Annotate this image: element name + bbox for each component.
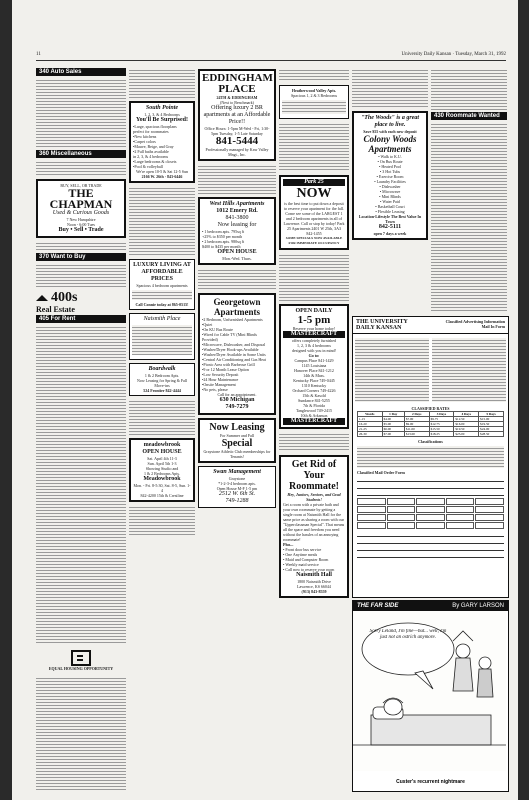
park25-ad (279, 175, 349, 250)
naismith-plus: Plus... (283, 542, 294, 547)
naismith-sub: Hey, Juniors, Seniors, and Grad Students! (287, 492, 341, 502)
south-pointe-headline: You'll Be Surprised! (135, 117, 188, 123)
woods-feature: • Water Paid (380, 199, 400, 204)
meadowbrook-hours: Mon. - Fri. 8-5:30, Sat. 8-5, Sun. 1-4 (133, 483, 191, 493)
south-pointe-feature: •Large bedrooms & closets (133, 159, 177, 164)
order-field-line[interactable] (357, 552, 504, 558)
equal-housing-text: EQUAL HOUSING OPPORTUNITY (48, 666, 114, 671)
far-side-header (353, 601, 508, 611)
open-daily-location: 14th & Mass. (303, 373, 325, 378)
open-daily-locations (283, 358, 345, 418)
far-side-title: THE FAR SIDE (357, 603, 399, 609)
south-pointe-feature: perfect for roommates (133, 129, 169, 134)
rate-cell: $24.00 (479, 427, 504, 432)
west-hills-feature: • 1 bedroom apts. 795sq ft (202, 229, 245, 234)
kansan-deadline-text (432, 338, 506, 402)
west-hills-address: 1012 Emery Rd. (216, 208, 258, 214)
cartoon-illustration (353, 611, 506, 771)
rate-cell: $13.00 (404, 432, 429, 437)
now-leasing-headline: Now Leasing (209, 422, 265, 433)
rate-cell: $16.00 (454, 422, 479, 427)
south-pointe-feature: •Carpet colors (133, 139, 156, 144)
rate-cell: 21-25 (358, 427, 383, 432)
south-pointe-feature: in 2, 3, & 4 bedrooms (133, 154, 168, 159)
woods-name: Colony Woods Apartments (363, 134, 417, 154)
misc-heading: 360 Miscellaneous (36, 150, 126, 158)
rates-title: CLASSIFIED RATES (411, 406, 450, 411)
woods-features (356, 154, 424, 214)
georgetown-feature: •Washer/Dryer Available in Some Units (202, 352, 266, 357)
chapman-buy-sell: BUY, SELL, OR TRADE (60, 183, 102, 188)
boardwalk-sub: Now Leasing for Spring & Fall Move-ins (136, 378, 188, 388)
chapman-slogan: Buy • Sell • Trade (58, 227, 104, 233)
naismith-perk: • Call now to reserve your room (283, 567, 335, 572)
meadowbrook-logo: meadowbrook (143, 442, 181, 448)
open-daily-location: Sundance 841-5255 (298, 398, 330, 403)
naismith-address: 1800 Naismith Drive (297, 579, 331, 584)
park25-logo: Park 25 (283, 179, 345, 186)
naismith-place-ad (129, 313, 195, 360)
rate-cell: $4.00 (382, 417, 404, 422)
west-hills-open-hours: Mon.-Wed. Thurs. (222, 256, 252, 261)
park25-headline: NOW (296, 186, 332, 201)
eddingham-hours: Office Hours: 1-5pm M-Wed - Fri, 1:30-5pm Tuesday, 1-5 Late Saturday (204, 126, 270, 136)
masthead-title: University Daily Kansan (401, 52, 452, 57)
georgetown-feature: •9 or 12 Month Lease Option (202, 367, 249, 372)
equal-housing-logo (36, 648, 126, 673)
real-estate-label: Real Estate (36, 305, 75, 314)
woods-phone: 842-5111 (378, 224, 402, 230)
swan-ad (198, 466, 276, 508)
rate-header: Words (358, 412, 383, 417)
rate-cell: $9.00 (404, 422, 429, 427)
woods-feature: • Basketball Court (375, 204, 405, 209)
boardwalk-name: Boardwalk (148, 366, 176, 372)
chapman-ad (36, 179, 126, 238)
house-icon (36, 295, 48, 301)
eddingham-sub: (Next to Benchmark) (220, 100, 254, 105)
naismith-perk: • Front door bus service (283, 547, 322, 552)
open-daily-goto: Go to: (308, 353, 320, 358)
naismith-place-name: Naismith Place (143, 316, 181, 322)
open-daily-beds: 1, 2, 3 & 4 bedrooms (297, 343, 331, 348)
now-leasing-text: Graystone Athletic Club memberships for Tenants! (203, 449, 271, 459)
mastercraft-logo-bottom: MASTERCRAFT (283, 418, 345, 425)
swan-sub: Graystone (228, 476, 246, 481)
open-daily-designed: designed with you in mind! (292, 348, 336, 353)
meadowbrook-open-house: OPEN HOUSE (142, 449, 182, 455)
issue-date: Tuesday, March 31, 1992 (455, 52, 506, 57)
open-daily-location: 1310 Kentucky (301, 383, 327, 388)
rate-row (358, 432, 504, 437)
south-pointe-rooms: 1, 2, 3, & 4 Bedrooms (144, 112, 180, 117)
meadowbrook-phone: 842-4200 15th & Crestline (140, 493, 184, 498)
georgetown-features (202, 317, 272, 392)
woods-feature: • 3 Hot Tubs (379, 169, 401, 174)
column-6 (431, 66, 507, 314)
south-pointe-feature: •2 Full baths available (133, 149, 169, 154)
chapman-hours: Noon - 6:00 Tues (67, 222, 95, 227)
for-rent-heading: 405 For Rent (36, 315, 126, 323)
woods-feature: • Exercise Room (376, 174, 404, 179)
heatherwood-sub: Spacious 1, 2 & 3 Bedrooms (291, 93, 337, 98)
mastercraft-logo: MASTERCRAFT (283, 331, 345, 338)
want-to-buy-heading: 370 Want to Buy (36, 253, 126, 261)
newspaper-page (12, 0, 518, 800)
rate-cell: $15.00 (479, 417, 504, 422)
naismith-headline: Get Rid of Your Roommate! (289, 459, 339, 492)
col4-listings-3 (279, 253, 349, 301)
park25-body: is the best time to put down a deposit to reserve your apartment for the fall. Come see some of the LARGEST 1 and 2 bedroom apartments in all of Lawrence. Call or stop by today! Park 25 Apartments 2401 W 25th, 3A3 842-1455 (283, 201, 345, 236)
open-daily-location: 1145 Louisiana (301, 363, 327, 368)
georgetown-feature: •No pets, please (202, 387, 228, 392)
open-daily-location: Kentucky Place 749-0445 (293, 378, 335, 383)
rate-cell: $19.50 (454, 427, 479, 432)
south-pointe-ad (129, 101, 195, 183)
woods-feature: • Walk to K.U. (378, 154, 402, 159)
order-field-line[interactable] (357, 476, 504, 482)
georgetown-feature: •24 Hour Maintenance (202, 377, 239, 382)
roommate-listings (431, 122, 507, 312)
georgetown-feature: •Low Security Deposit (202, 372, 239, 377)
georgetown-call: Call for an appointment. (217, 392, 257, 397)
want-to-buy-listings (36, 263, 126, 289)
col2-listings-low (129, 399, 195, 435)
rate-header: 5 Days (479, 412, 504, 417)
woods-headline: "The Woods" is a great place to live. (360, 115, 420, 128)
classifications-list (357, 446, 504, 468)
west-hills-features (202, 229, 272, 249)
eddingham-address: 24TH & EDDINGHAM (216, 95, 258, 100)
far-side-byline: By GARY LARSON (452, 603, 504, 609)
column-1 (36, 66, 126, 790)
meadowbrook-ad (129, 438, 195, 502)
georgetown-feature: •Wired for Cable TV (Mini Blinds Provided) (202, 332, 257, 342)
west-hills-phone: 841-3800 (225, 215, 249, 221)
meadowbrook-line2: Sun. April 5th 1-3 (147, 461, 177, 466)
west-hills-logo: West Hills Apartments (209, 201, 265, 207)
naismith-city: Lawrence, KS 66044 (297, 584, 331, 589)
order-field-line[interactable] (357, 483, 504, 489)
page-header: 11 University Daily Kansan · Tuesday, March 31, 1992 (36, 52, 506, 61)
kansan-mail-form: Mail In Form (481, 324, 505, 329)
naismith-phone: (913) 843-8559 (301, 589, 327, 594)
georgetown-feature: •Central Air Conditioning and Gas Heat (202, 357, 266, 362)
column-5 (352, 66, 428, 314)
eddingham-phone: 841-5444 (215, 135, 259, 147)
rate-cell: $28.50 (479, 432, 504, 437)
luxury-contact: Call Connie today at 865-0515! (135, 302, 189, 307)
woods-feature: • Heated Pool (378, 164, 402, 169)
equal-housing-icon (71, 650, 91, 666)
rates-table (357, 411, 504, 437)
naismith-perks (283, 547, 345, 572)
column-2 (129, 66, 195, 790)
georgetown-feature: •Washer/Dryer Hook-ups Available (202, 347, 259, 352)
georgetown-feature: •Quiet (202, 322, 213, 327)
roommate-wanted-heading: 430 Roommate Wanted (431, 112, 507, 120)
bed (371, 715, 491, 745)
open-daily-ad (279, 304, 349, 429)
woods-feature: • Flexible Leasing (375, 209, 405, 214)
real-estate-number: 400s (51, 290, 78, 305)
now-leasing-special: Special (221, 438, 253, 449)
georgetown-phone: 749-7279 (225, 404, 249, 410)
open-daily-location: 7th & Florida (303, 403, 325, 408)
col4-listings-2 (279, 122, 349, 172)
now-leasing-ad (198, 418, 276, 463)
column-3 (198, 66, 276, 790)
woods-feature: • Mini Blinds (379, 194, 401, 199)
now-leasing-sub: For Summer and Fall (219, 433, 255, 438)
order-field-line[interactable] (357, 490, 504, 496)
west-hills-leasing: Now leasing for (217, 222, 257, 228)
col3-listings-mid (198, 268, 276, 290)
open-daily-location: Campus Place 841-1429 (294, 358, 334, 363)
georgetown-feature: •Microwave, Dishwasher, and Disposal (202, 342, 266, 347)
col2-listings-top (129, 68, 195, 98)
kansan-classified-form (352, 316, 509, 598)
order-field-line[interactable] (357, 538, 504, 544)
georgetown-ad (198, 293, 276, 415)
auto-sales-listings (36, 78, 126, 148)
rate-header: 4 Days (454, 412, 479, 417)
rate-cell: $19.50 (479, 422, 504, 427)
south-pointe-logo: South Pointe (145, 105, 179, 111)
sleeper-head (384, 699, 402, 715)
woods-location: Location-Lifestyle The Best Value In Town (358, 214, 422, 224)
open-daily-offers: offers completely furnished (291, 338, 337, 343)
auto-sales-heading: 340 Auto Sales (36, 68, 126, 76)
rate-cell: $5.00 (382, 422, 404, 427)
classifications-title: Classifications (418, 439, 443, 444)
rate-cell: $23.00 (454, 432, 479, 437)
swan-phone: 749-1288 (225, 498, 249, 504)
rate-header: 1 Day (382, 412, 404, 417)
chapman-listings (36, 241, 126, 251)
word-grid (357, 498, 504, 529)
naismith-name: Naismith Hall (296, 572, 332, 578)
south-pointe-feature: •Pool & volleyball (133, 164, 163, 169)
georgetown-feature: •2 Bedroom, Unfurnished Apartments (202, 317, 263, 322)
naismith-hall-ad (279, 455, 349, 598)
eddingham-footer: Professionally managed by Kaw Valley Mngt., Inc. (205, 147, 269, 157)
south-pointe-hours: We're open 10-5 & Sat 12-5 Sun (136, 169, 188, 174)
open-daily-location: 15th & Kasold (302, 393, 326, 398)
chapman-tagline: Used & Curious Goods (52, 210, 110, 216)
south-pointe-feature: •Mauve, Beige, and Gray (133, 144, 174, 149)
west-hills-ad (198, 197, 276, 265)
order-field-line[interactable] (357, 545, 504, 551)
west-hills-feature: • 2 bedroom apts. 980sq ft (202, 239, 245, 244)
fine-print (36, 676, 126, 790)
column-4 (279, 66, 349, 790)
open-daily-headline: OPEN DAILY (295, 308, 333, 314)
rate-header: 3 Days (429, 412, 454, 417)
real-estate-section-header (36, 292, 126, 303)
meadowbrook-line1: Sat. April 4th 11-3 (147, 456, 177, 461)
georgetown-name: Georgetown Apartments (213, 297, 261, 317)
open-daily-location: 10th & Arkansas (300, 413, 328, 418)
kansan-info-title: Classified Advertising Information (445, 319, 505, 324)
swan-headline: Swan Management (213, 469, 261, 475)
park25-note: SOME SPECIALS NOW AVAILABLE FOR IMMEDIATE OCCUPANCY (285, 236, 343, 245)
rate-cell: $7.00 (404, 417, 429, 422)
colony-woods-ad (352, 111, 428, 240)
meadowbrook-line5: Meadowbrook (143, 476, 181, 482)
rate-cell: $6.00 (382, 427, 404, 432)
south-pointe-features (133, 124, 191, 169)
naismith-perk: • Maid and Computer Room (283, 557, 329, 562)
woods-feature: • Dishwasher (379, 184, 401, 189)
boardwalk-ad (129, 363, 195, 396)
order-form-fields (353, 476, 508, 558)
swan-line1: *1-2-3-4 bedroom apts. (218, 481, 256, 486)
rate-cell: $15.50 (429, 427, 454, 432)
misc-listings (36, 160, 126, 176)
cartoon-caption: Custer's recurrent nightmare (396, 779, 465, 785)
order-field-line[interactable] (357, 531, 504, 537)
swan-line2: Open House M-F 1-5 pm (216, 486, 258, 491)
woods-save: Save $55 with each new deposit (363, 129, 417, 134)
col4-listings-4 (279, 432, 349, 452)
for-rent-listings (36, 325, 126, 645)
south-pointe-feature: •New kitchens (133, 134, 157, 139)
west-hills-feature: $400 to $435 per month (202, 244, 241, 249)
woods-hours: open 7 days a week (373, 231, 407, 236)
rate-cell: 26-30 (358, 432, 383, 437)
speech-bubble-text: Sorry Leland, I'm fine—but... well, I'm just not an ostrich anymore. (369, 629, 447, 640)
luxury-headline: LUXURY LIVING AT AFFORDABLE PRICES (133, 262, 191, 282)
rate-cell: $7.00 (382, 432, 404, 437)
col4-listings-top (279, 68, 349, 82)
naismith-perk: • Weekly maid service (283, 562, 319, 567)
open-daily-sub: Reserve your home today! (292, 326, 336, 331)
rate-cell: $9.75 (429, 417, 454, 422)
meadowbrook-line3: Showing Studio and (145, 466, 179, 471)
col3-listings-top (198, 164, 276, 194)
swan-address: 2512 W. 6th St. (218, 491, 256, 497)
naismith-body: Get a room with a private bath and your own roommate by getting a single room at Naismith Hall for the same price as sharing a room with our "Upperclassman Special". That means all the space and freedom you need without the hassles of an annoying roommate! (283, 502, 345, 542)
georgetown-address: 630 Michigan (219, 397, 255, 403)
rate-cell: 1-15 (358, 417, 383, 422)
luxury-sub: Spacious 4 bedroom apartments (136, 283, 188, 288)
col2-listings-mid (129, 186, 195, 256)
order-form-title: Classified Mail Order Form (357, 470, 405, 475)
page-number: 11 (36, 52, 41, 57)
luxury-ad (129, 259, 195, 310)
south-pointe-phone: 2166 W. 26th · 843-6446 (141, 174, 183, 179)
heatherwood-name: Heatherwood Valley Apts. (291, 88, 337, 93)
woods-feature: • Laundry Facilities (374, 179, 406, 184)
boardwalk-phone: 524 Frontier 842-4444 (143, 388, 181, 393)
south-pointe-feature: •Large, spacious floorplans (133, 124, 177, 129)
heatherwood-ad (279, 85, 349, 119)
meadowbrook-line4: 1 & 2 Bedrooms Apts. (144, 471, 180, 476)
open-daily-location: Orchard Corners 749-4226 (292, 388, 336, 393)
open-daily-hours: 1-5 pm (297, 314, 331, 326)
west-hills-feature: +25% to $350 per month (202, 234, 243, 239)
rate-header: 2 Days (404, 412, 429, 417)
naismith-perk: • One Anytime meals (283, 552, 318, 557)
eddingham-headline: Offering luxury 2 BR apartments at an Affordable Price!! (203, 105, 271, 125)
eddingham-ad (198, 69, 276, 161)
georgetown-feature: •Picnic Area with Barbecue Grill (202, 362, 255, 367)
col6-listings-top (431, 68, 507, 110)
georgetown-feature: •On KU Bus Route (202, 327, 233, 332)
woods-feature: • On Bus Route (377, 159, 403, 164)
woods-feature: • Microwave (379, 189, 401, 194)
open-daily-location: Hanover Place 841-1212 (294, 368, 334, 373)
chapman-address: 7 New Hampshire (66, 217, 96, 222)
rate-cell: $12.50 (454, 417, 479, 422)
kansan-masthead: THE UNIVERSITY DAILY KANSAN (356, 319, 408, 331)
col2-listings-bottom (129, 505, 195, 535)
rate-cell: $12.75 (429, 422, 454, 427)
rate-cell: $11.00 (404, 427, 429, 432)
kansan-policy-text (355, 338, 429, 402)
west-hills-open-house: OPEN HOUSE (217, 249, 257, 255)
rate-cell: 16-20 (358, 422, 383, 427)
georgetown-feature: •Onsite Management (202, 382, 236, 387)
eddingham-name: EDDINGHAM PLACE (202, 72, 273, 95)
boardwalk-text: 1 & 2 Bedroom Apts. (144, 373, 180, 378)
col5-listings-top (352, 68, 428, 108)
rate-cell: $18.25 (429, 432, 454, 437)
open-daily-location: Tanglewood 749-2415 (295, 408, 333, 413)
far-side-cartoon (352, 600, 509, 792)
chapman-name: THE CHAPMAN (49, 186, 113, 211)
